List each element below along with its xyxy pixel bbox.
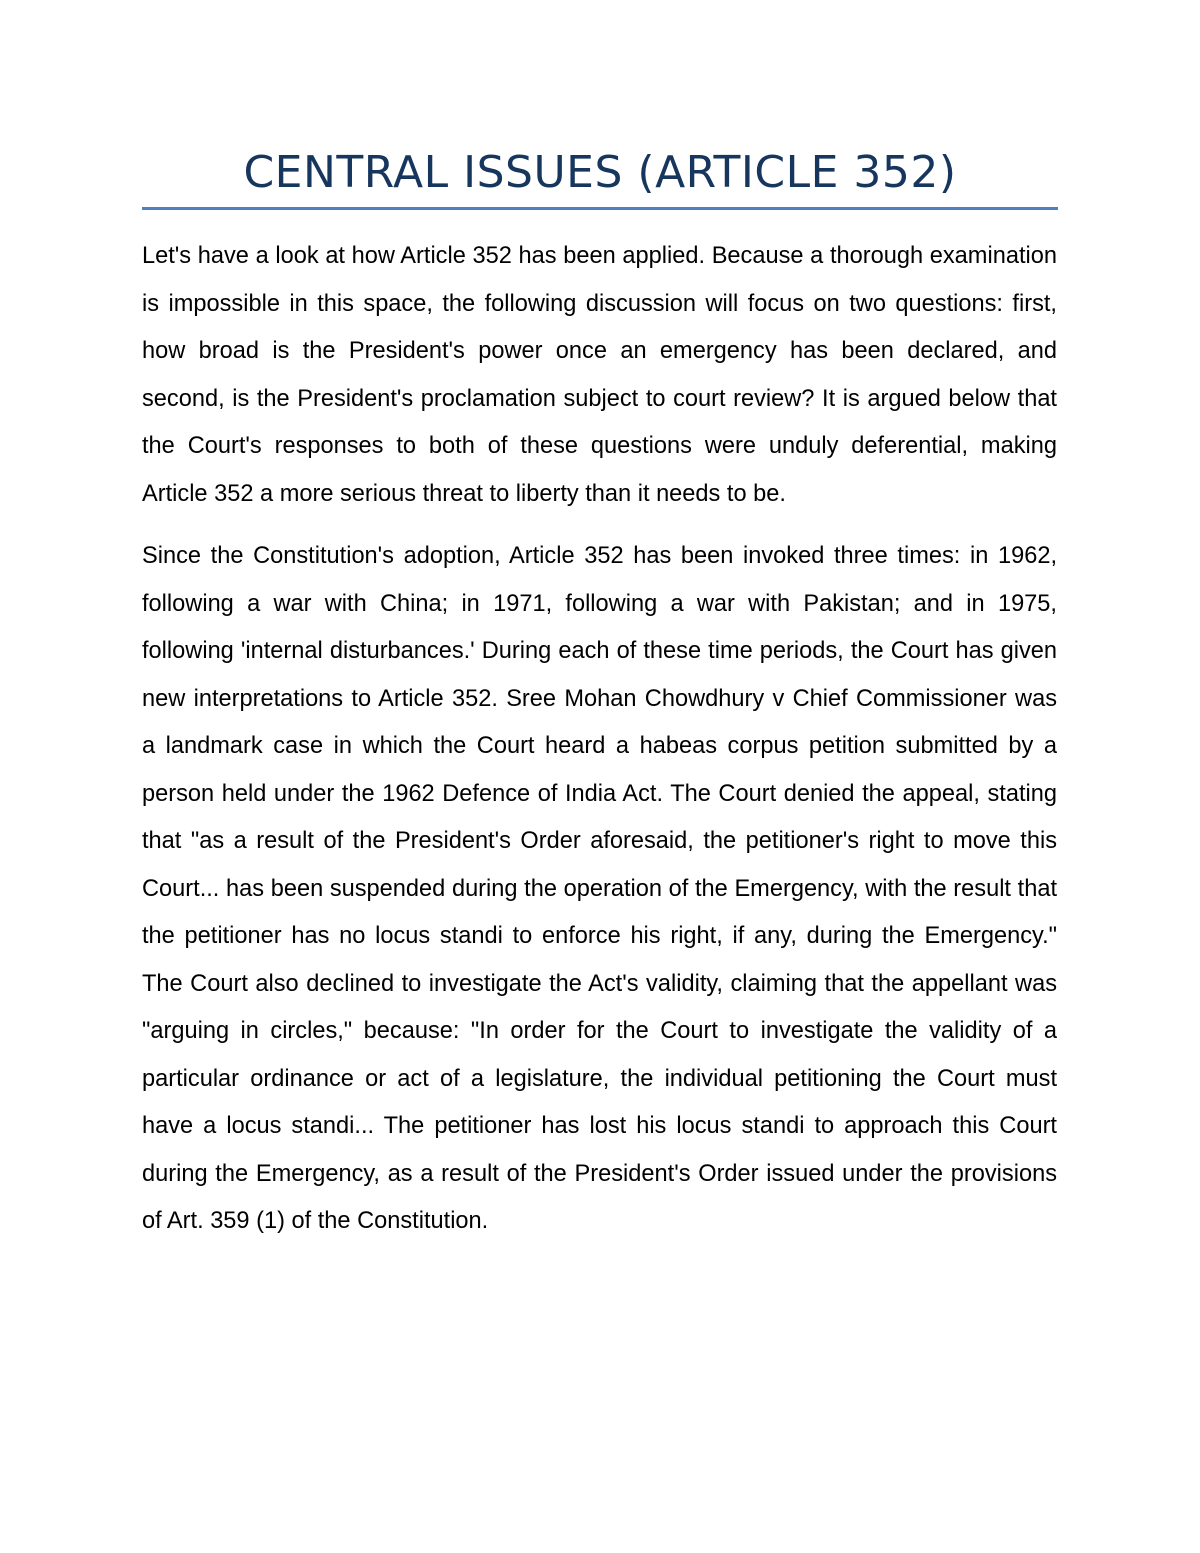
title-block [142,140,1058,206]
title-underline [142,207,1058,210]
document-title: CENTRAL ISSUES (ARTICLE 352) [243,147,957,198]
paragraph-1: Let's have a look at how Article 352 has been applied. Because a thorough examination is impossible in this space, the following discussion will focus on two questions: first, how broad is the President's power once an emergency has been declared, and second, is the President's proclamation subject to court review? It is argued below that the Court's responses to both of these questions were unduly deferential, making Article 352 a more serious threat to liberty than it needs to be. [142,243,1057,507]
document-body [142,233,1057,1246]
paragraph-2: Since the Constitution's adoption, Article 352 has been invoked three times: in 1962, following a war with China; in 1971, following a war with Pakistan; and in 1975, following 'internal disturbances.' During each of these time periods, the Court has given new interpretations to Article 352. Sree Mohan Chowdhury v Chief Commissioner was a landmark case in which the Court heard a habeas corpus petition submitted by a person held under the 1962 Defence of India Act. The Court denied the appeal, stating that "as a result of the President's Order aforesaid, the petitioner's right to move this Court... has been suspended during the operation of the Emergency, with the result that the petitioner has no locus standi to enforce his right, if any, during the Emergency." The Court also declined to investigate the Act's validity, claiming that the appellant was "arguing in circles," because: "In order for the Court to investigate the validity of a particular ordinance or act of a legislature, the individual petitioning the Court must have a locus standi... The petitioner has lost his locus standi to approach this Court during the Emergency, as a result of the President's Order issued under the provisions of Art. 359 (1) of the Constitution. [142,543,1057,1234]
